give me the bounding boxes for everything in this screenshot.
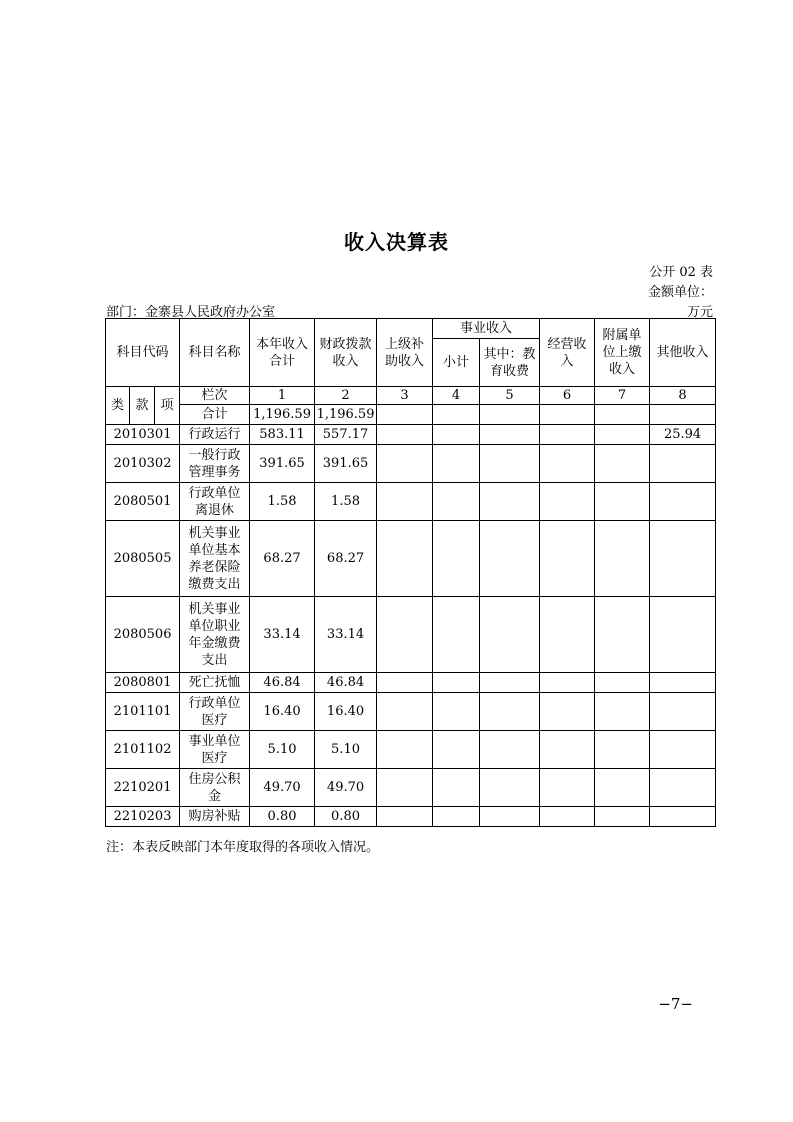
table-row bbox=[106, 693, 716, 731]
department-label: 部门：金寨县人民政府办公室 bbox=[106, 305, 276, 320]
fiscal-income: 5.10 bbox=[315, 731, 377, 769]
table-row bbox=[106, 673, 716, 693]
other-income bbox=[650, 597, 716, 673]
subject-name: 住房公积 金 bbox=[180, 769, 250, 807]
subject-name: 行政单位 离退休 bbox=[180, 483, 250, 521]
income-table bbox=[105, 318, 716, 827]
header-other: 其他收入 bbox=[650, 319, 716, 387]
header-total: 本年收入 合计 bbox=[250, 319, 315, 387]
subject-code: 2080501 bbox=[106, 483, 180, 521]
fiscal-income: 49.70 bbox=[315, 769, 377, 807]
header-kuan: 款 bbox=[130, 387, 155, 425]
subject-code: 2080505 bbox=[106, 521, 180, 597]
col-num-2: 2 bbox=[315, 387, 377, 405]
subject-code: 2080506 bbox=[106, 597, 180, 673]
table-row bbox=[106, 445, 716, 483]
subject-code: 2010302 bbox=[106, 445, 180, 483]
header-career: 事业收入 bbox=[433, 319, 540, 339]
table-note: 注：本表反映部门本年度取得的各项收入情况。 bbox=[106, 840, 380, 855]
income-total: 391.65 bbox=[250, 445, 315, 483]
other-income bbox=[650, 807, 716, 827]
unit-value: 万元 bbox=[686, 305, 713, 320]
header-lanci: 栏次 bbox=[180, 387, 250, 405]
table-row bbox=[106, 731, 716, 769]
other-income bbox=[650, 693, 716, 731]
header-lei: 类 bbox=[106, 387, 130, 425]
header-business: 经营收 入 bbox=[540, 319, 595, 387]
col-num-8: 8 bbox=[650, 387, 716, 405]
other-income bbox=[650, 483, 716, 521]
subject-code: 2010301 bbox=[106, 425, 180, 445]
fiscal-income: 68.27 bbox=[315, 521, 377, 597]
income-total: 583.11 bbox=[250, 425, 315, 445]
subject-code: 2101102 bbox=[106, 731, 180, 769]
other-income bbox=[650, 445, 716, 483]
page-title: 收入决算表 bbox=[344, 230, 449, 254]
col-num-6: 6 bbox=[540, 387, 595, 405]
header-fiscal: 财政拨款 收入 bbox=[315, 319, 377, 387]
table-row bbox=[106, 807, 716, 827]
form-number: 公开 02 表 bbox=[649, 265, 713, 280]
income-total: 5.10 bbox=[250, 731, 315, 769]
col-num-4: 4 bbox=[433, 387, 480, 405]
other-income bbox=[650, 673, 716, 693]
header-affiliated: 附属单 位上缴 收入 bbox=[595, 319, 650, 387]
income-total: 0.80 bbox=[250, 807, 315, 827]
subject-name: 死亡抚恤 bbox=[180, 673, 250, 693]
income-total: 49.70 bbox=[250, 769, 315, 807]
income-total: 33.14 bbox=[250, 597, 315, 673]
column-number-row bbox=[106, 387, 716, 405]
fiscal-income: 16.40 bbox=[315, 693, 377, 731]
subject-code: 2210203 bbox=[106, 807, 180, 827]
income-total: 16.40 bbox=[250, 693, 315, 731]
fiscal-income: 33.14 bbox=[315, 597, 377, 673]
other-income bbox=[650, 731, 716, 769]
subject-name: 机关事业 单位职业 年金缴费 支出 bbox=[180, 597, 250, 673]
subject-code: 2101101 bbox=[106, 693, 180, 731]
header-code: 科目代码 bbox=[106, 319, 180, 387]
subject-code: 2080801 bbox=[106, 673, 180, 693]
other-income bbox=[650, 769, 716, 807]
header-superior: 上级补 助收入 bbox=[377, 319, 433, 387]
subject-name: 机关事业 单位基本 养老保险 缴费支出 bbox=[180, 521, 250, 597]
header-row-1 bbox=[106, 319, 716, 339]
fiscal-income: 0.80 bbox=[315, 807, 377, 827]
total-row bbox=[106, 405, 716, 425]
table-row bbox=[106, 521, 716, 597]
income-total: 68.27 bbox=[250, 521, 315, 597]
table-row bbox=[106, 425, 716, 445]
fiscal-income: 557.17 bbox=[315, 425, 377, 445]
unit-label: 金额单位： bbox=[647, 285, 713, 300]
col-num-3: 3 bbox=[377, 387, 433, 405]
subject-name: 事业单位 医疗 bbox=[180, 731, 250, 769]
header-subtotal: 小计 bbox=[433, 339, 480, 387]
subject-name: 一般行政 管理事务 bbox=[180, 445, 250, 483]
col-num-1: 1 bbox=[250, 387, 315, 405]
total-fiscal: 1,196.59 bbox=[315, 405, 377, 425]
fiscal-income: 391.65 bbox=[315, 445, 377, 483]
income-total: 1.58 bbox=[250, 483, 315, 521]
subject-name: 行政单位 医疗 bbox=[180, 693, 250, 731]
table-row bbox=[106, 769, 716, 807]
header-name: 科目名称 bbox=[180, 319, 250, 387]
subject-code: 2210201 bbox=[106, 769, 180, 807]
other-income: 25.94 bbox=[650, 425, 716, 445]
total-income: 1,196.59 bbox=[250, 405, 315, 425]
subject-name: 行政运行 bbox=[180, 425, 250, 445]
fiscal-income: 46.84 bbox=[315, 673, 377, 693]
col-num-7: 7 bbox=[595, 387, 650, 405]
page-number: −7− bbox=[658, 995, 693, 1013]
header-edu: 其中：教 育收费 bbox=[480, 339, 540, 387]
subject-name: 购房补贴 bbox=[180, 807, 250, 827]
col-num-5: 5 bbox=[480, 387, 540, 405]
header-xiang: 项 bbox=[155, 387, 180, 425]
fiscal-income: 1.58 bbox=[315, 483, 377, 521]
table-row bbox=[106, 483, 716, 521]
table-row bbox=[106, 597, 716, 673]
income-total: 46.84 bbox=[250, 673, 315, 693]
other-income bbox=[650, 521, 716, 597]
header-heji: 合计 bbox=[180, 405, 250, 425]
